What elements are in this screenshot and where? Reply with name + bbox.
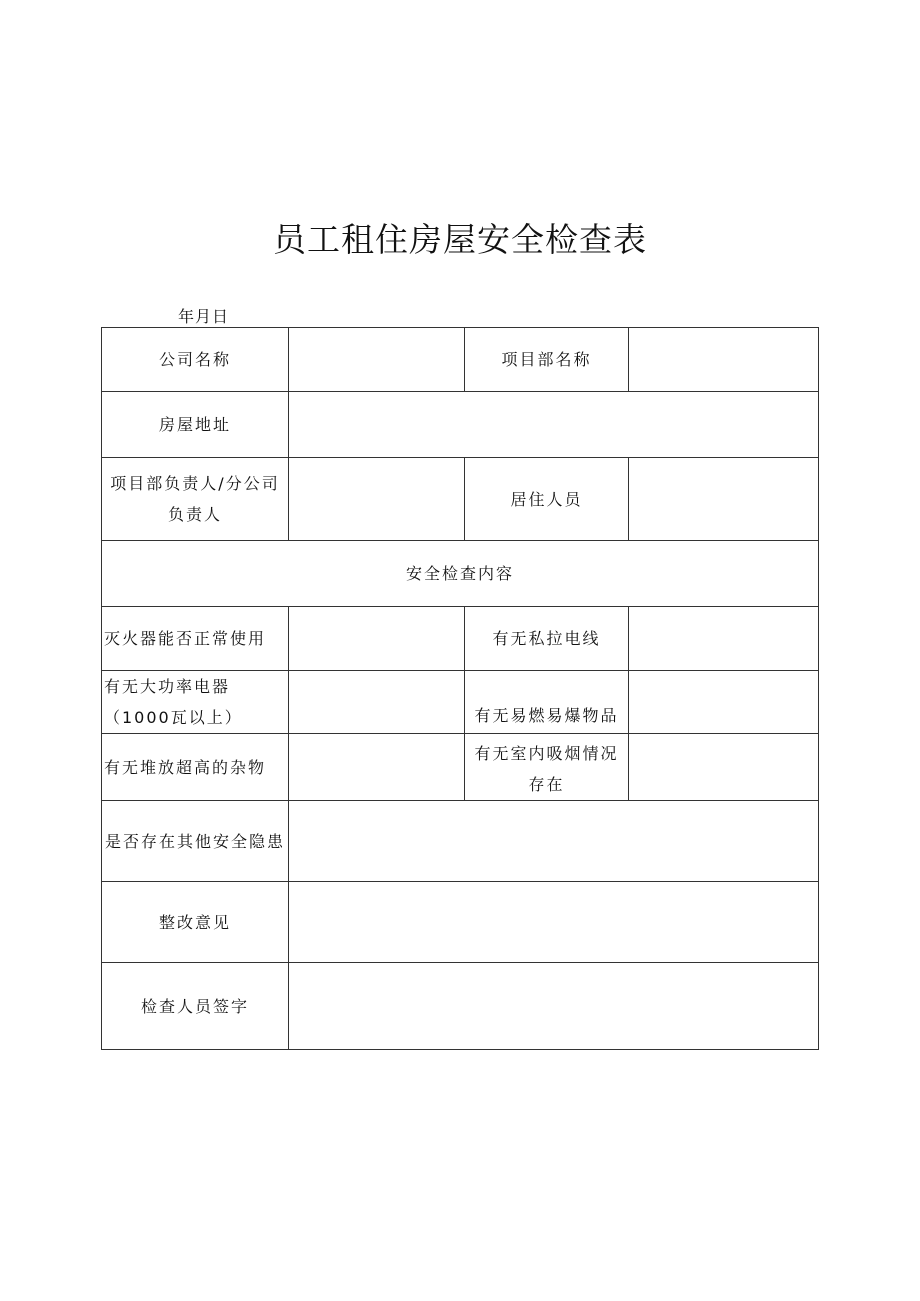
- table-row: [102, 882, 819, 963]
- inspector-signature-label: 检查人员签字: [102, 963, 289, 1050]
- rectification-label: 整改意见: [102, 882, 289, 963]
- other-hazards-label: 是否存在其他安全隐患: [102, 801, 289, 882]
- inspector-signature-field[interactable]: [289, 963, 819, 1050]
- house-address-label: 房屋地址: [102, 392, 289, 458]
- table-row: [102, 607, 819, 671]
- rectification-field[interactable]: [289, 882, 819, 963]
- company-name-field[interactable]: [289, 328, 465, 392]
- table-row: [102, 541, 819, 607]
- flammable-items-label: 有无易燃易爆物品: [465, 671, 629, 734]
- residents-label: 居住人员: [465, 458, 629, 541]
- private-wiring-label: 有无私拉电线: [465, 607, 629, 671]
- fire-extinguisher-field[interactable]: [289, 607, 465, 671]
- private-wiring-field[interactable]: [629, 607, 819, 671]
- high-stacked-debris-label: 有无堆放超高的杂物: [102, 734, 289, 801]
- indoor-smoking-label: 有无室内吸烟情况存在: [465, 734, 629, 801]
- high-stacked-debris-field[interactable]: [289, 734, 465, 801]
- table-row: [102, 671, 819, 734]
- other-hazards-field[interactable]: [289, 801, 819, 882]
- inspection-form-table: [101, 327, 819, 1050]
- residents-field[interactable]: [629, 458, 819, 541]
- fire-extinguisher-label: 灭火器能否正常使用: [102, 607, 289, 671]
- section-header: 安全检查内容: [102, 541, 819, 607]
- project-dept-name-label: 项目部名称: [465, 328, 629, 392]
- table-row: [102, 801, 819, 882]
- flammable-items-field[interactable]: [629, 671, 819, 734]
- high-power-appliance-label: 有无大功率电器（1000瓦以上）: [102, 671, 289, 734]
- table-row: [102, 458, 819, 541]
- responsible-person-label: 项目部负责人/分公司负责人: [102, 458, 289, 541]
- house-address-field[interactable]: [289, 392, 819, 458]
- table-row: [102, 328, 819, 392]
- date-label: 年月日: [178, 307, 230, 326]
- indoor-smoking-field[interactable]: [629, 734, 819, 801]
- table-row: [102, 963, 819, 1050]
- project-dept-name-field[interactable]: [629, 328, 819, 392]
- high-power-appliance-field[interactable]: [289, 671, 465, 734]
- table-row: [102, 734, 819, 801]
- page-title: 员工租住房屋安全检查表: [273, 220, 647, 259]
- company-name-label: 公司名称: [102, 328, 289, 392]
- table-row: [102, 392, 819, 458]
- responsible-person-field[interactable]: [289, 458, 465, 541]
